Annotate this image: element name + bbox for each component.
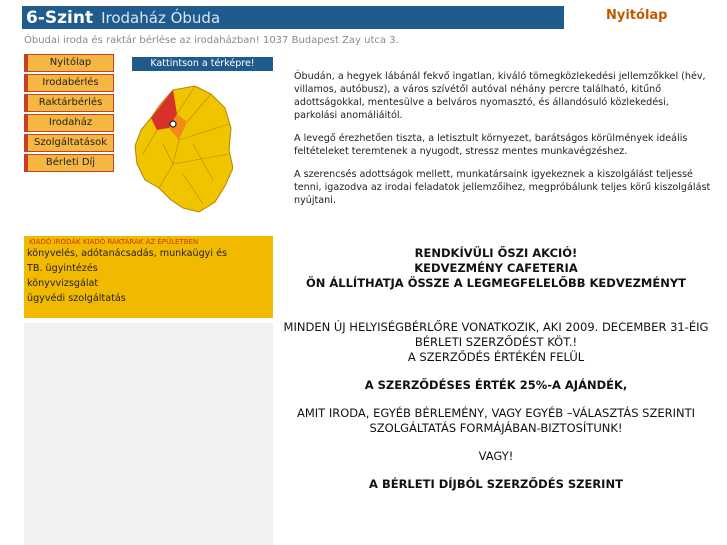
promo-highlight: A SZERZŐDÉSES ÉRTÉK 25%-A AJÁNDÉK, (364, 378, 628, 392)
location-marker-icon (170, 121, 176, 127)
promo-section (282, 246, 710, 492)
sidebar-menu (24, 54, 114, 174)
intro-paragraph: A levegő érezhetően tiszta, a letisztult környezet, barátságos körülmények ideális feltételeket teremtenek a nyugodt, stressz mentes munkavégzéshez. (294, 133, 688, 157)
menu-item-berleti-dij[interactable]: Bérleti Díj (24, 154, 114, 172)
intro-text (294, 70, 714, 217)
services-item[interactable]: könyvvizsgálat (27, 278, 99, 289)
promo-body-line: A SZERZŐDÉS ÉRTÉKÉN FELÜL (407, 350, 585, 364)
promo-body-line: AMIT IRODA, EGYÉB BÉRLEMÉNY, VAGY EGYÉB –VÁLASZTÁS SZERINTI SZOLGÁLTATÁS FORMÁJÁBAN-BIZTOSÍTUNK! (296, 406, 696, 435)
menu-item-raktarberles[interactable]: Raktárbérlés (24, 94, 114, 112)
services-item[interactable]: TB. ügyintézés (27, 263, 98, 274)
promo-vagy: VAGY! (478, 449, 514, 463)
promo-body-line: MINDEN ÚJ HELYISÉGBÉRLŐRE VONATKOZIK, AKI 2009. DECEMBER 31-ÉIG BÉRLETI SZERZŐDÉST KÖT.! (283, 320, 709, 349)
budapest-district-map[interactable] (133, 84, 233, 214)
map-outline (135, 86, 233, 212)
intro-paragraph: Óbudán, a hegyek lábánál fekvő ingatlan, kiváló tömegközlekedési jellemzőkkel (hév, villamos, autóbusz), a város szívétől autóval néhány percre található, kitűnő adottságokkal, mentesülve a belváros nyomasztó, és állandósuló közlekedési, parkolási anomáliáitól. (294, 71, 706, 121)
intro-paragraph: A szerencsés adottságok mellett, munkatársaink igyekeznek a kiszolgálást teljessé tenni, igazodva az irodai feladatok jellemzőihez, megpróbálunk teljes körű kiszolgálást nyújtani. (294, 169, 711, 206)
services-item[interactable]: ügyvédi szolgáltatás (27, 293, 126, 304)
services-item[interactable]: könyvelés, adótanácsadás, munkaügyi és (27, 248, 227, 259)
page-subtitle: Óbudai iroda és raktár bérlése az irodaházban! 1037 Budapest Zay utca 3. (24, 35, 399, 46)
promo-title-line: RENDKÍVÜLI ŐSZI AKCIÓ! (414, 246, 578, 260)
site-header (22, 6, 564, 29)
promo-title-line: ÖN ÁLLÍTHATJA ÖSSZE A LEGMEGFELELŐBB KEDVEZMÉNYT (305, 276, 687, 290)
menu-item-szolgaltatasok[interactable]: Szolgáltatások (24, 134, 114, 152)
services-box (24, 236, 273, 318)
promo-title-line: KEDVEZMÉNY CAFETERIA (414, 261, 578, 275)
sidebar-empty-panel (24, 323, 273, 545)
promo-partial-line: A BÉRLETI DÍJBÓL SZERZŐDÉS SZERINT (369, 477, 623, 491)
brand-subtitle: Irodaház Óbuda (101, 8, 221, 27)
brand-name[interactable]: 6-Szint (26, 7, 94, 28)
menu-item-irodahaz[interactable]: Irodaház (24, 114, 114, 132)
map-button[interactable]: Kattintson a térképre! (132, 57, 273, 71)
services-box-header: KIADÓ IRODÁK KIADÓ RAKTÁRAK AZ ÉPÜLETBEN (29, 238, 199, 246)
menu-item-irodaberles[interactable]: Irodabérlés (24, 74, 114, 92)
menu-item-nyitolap[interactable]: Nyitólap (24, 54, 114, 72)
home-link-top[interactable]: Nyitólap (606, 8, 668, 23)
